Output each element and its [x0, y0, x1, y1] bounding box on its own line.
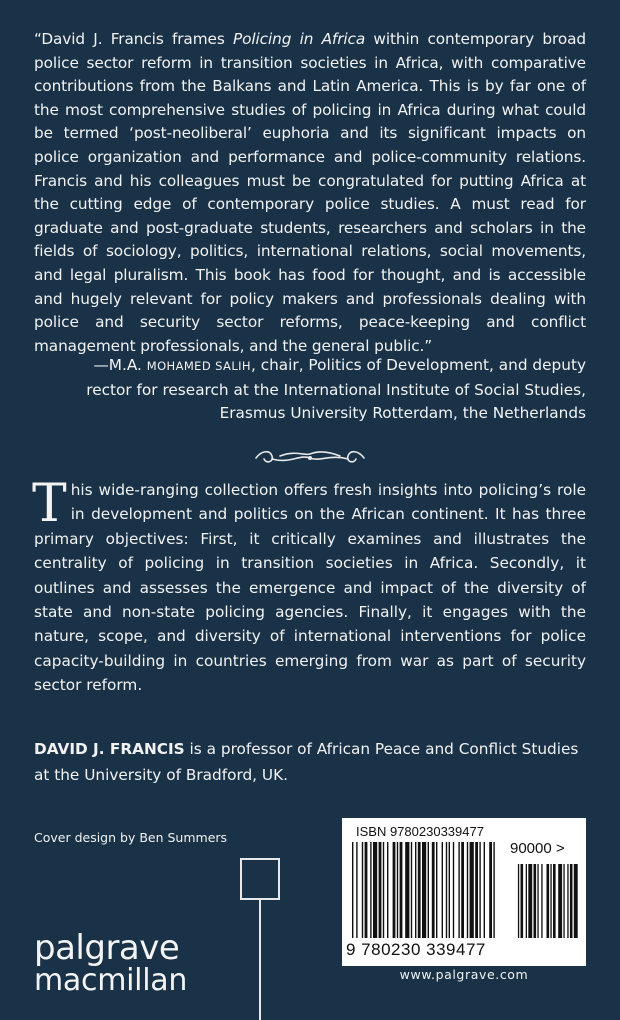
book-description	[32, 474, 586, 698]
endorsement-quote	[34, 28, 586, 358]
cover-credit: Cover design by Ben Summers	[34, 830, 228, 845]
endorsement-attribution	[66, 354, 586, 426]
addon-bar	[528, 864, 532, 938]
barcode-bar	[352, 842, 353, 938]
barcode-bar	[393, 842, 396, 938]
barcode-bar	[489, 842, 492, 938]
addon-bar	[518, 864, 519, 938]
barcode-bar	[418, 842, 421, 938]
barcode-bar	[493, 842, 494, 938]
barcode-bar	[467, 842, 468, 938]
barcode-bar	[387, 842, 388, 938]
barcode-bar	[436, 842, 437, 938]
barcode-bar	[400, 842, 403, 938]
endorser-name: MOHAMED SALIH	[146, 359, 251, 373]
book-title: Policing in Africa	[232, 30, 366, 48]
barcode-bar	[453, 842, 454, 938]
addon-bar	[534, 864, 537, 938]
barcode-bar	[373, 842, 377, 938]
addon-bar	[541, 864, 542, 938]
addon-bar	[537, 864, 538, 938]
author-bio-text: is a professor of African Peace and Conflict Studies at the University of Bradford, UK.	[34, 740, 579, 784]
addon-bar	[547, 864, 550, 938]
barcode-bar	[379, 842, 382, 938]
quote-text-start: “David J. Francis frames	[34, 30, 233, 48]
attribution-dash: —M.A.	[93, 356, 147, 374]
drop-cap: T	[32, 474, 67, 534]
author-name: DAVID J. FRANCIS	[34, 740, 185, 758]
addon-bar	[558, 864, 562, 938]
barcode-bar	[362, 842, 363, 938]
publisher-name-line2: macmillan	[34, 963, 188, 998]
endorser-role: , chair, Politics of Development, and deputy	[250, 356, 586, 374]
barcode-bar	[370, 842, 371, 938]
addon-bar	[570, 864, 573, 938]
price-code: 90000 >	[510, 840, 565, 857]
scroll-ornament-icon	[250, 446, 370, 470]
barcode-bar	[449, 842, 450, 938]
barcode-bar	[415, 842, 416, 938]
barcode-bar	[411, 842, 412, 938]
barcode-bar	[442, 842, 443, 938]
barcode-bar	[383, 842, 384, 938]
barcode-bar	[397, 842, 398, 938]
barcode-bar	[484, 842, 485, 938]
isbn-label: ISBN 9780230339477	[356, 824, 484, 839]
description-text: his wide-ranging collection offers fresh insights into policing’s role in development and politics on the African continent. It has three primary objectives: First, it critically examines and illustrates the centrality of policing in transition societies in Africa. Secondly, it outlines and assesses the emergence and impact of the diversity of state and non-state policing agencies. Finally, it engages with the nature, scope, and diversity of international interventions for police capacity-building in countries emerging from war as part of security sector reform.	[34, 481, 586, 695]
endorser-location: Erasmus University Rotterdam, the Netherlands	[219, 404, 586, 423]
square-line-logo-icon	[240, 858, 280, 900]
barcode-bar	[475, 842, 478, 938]
author-bio	[34, 736, 594, 788]
publisher-url: www.palgrave.com	[399, 967, 529, 982]
barcode-bar	[432, 842, 435, 938]
quote-text-rest: within contemporary broad police sector reform in transition societies in Africa, with comparative contributions from the Balkans and Latin America. This is by far one of the most comprehensive studies of policing in Africa during what could be termed ‘post-neoliberal’ euphoria and its significant impacts on police organization and performance and police-community relations. Francis and his colleagues must be congratulated for putting Africa at the cutting edge of contemporary police studies. A must read for graduate and post-graduate students, researchers and scholars in the fields of sociology, politics, international relations, social movements, and legal pluralism. This book has food for thought, and is accessible and hugely relevant for policy makers and professionals dealing with police and security sector reforms, peace-keeping and conflict management professionals, and the general public.”	[34, 30, 586, 355]
barcode-bar	[461, 842, 464, 938]
barcode-panel	[342, 818, 586, 992]
barcode-bar	[479, 842, 480, 938]
addon-bar	[550, 864, 551, 938]
barcode-bar	[405, 842, 409, 938]
addon-bar	[563, 864, 564, 938]
publisher-name-line1: palgrave	[34, 928, 180, 968]
barcode-main	[346, 838, 582, 942]
barcode-bar	[446, 842, 447, 938]
endorser-affiliation: rector for research at the International Institute of Social Studies,	[86, 380, 586, 399]
barcode-bar	[356, 842, 357, 938]
barcode-digits: 9 780230 339477	[346, 940, 486, 959]
barcode-bar	[365, 842, 368, 938]
addon-bar	[553, 864, 556, 938]
logo-line	[259, 900, 261, 1020]
addon-bar	[574, 864, 578, 938]
barcode-bar	[422, 842, 426, 938]
addon-bar	[521, 864, 524, 938]
addon-bar	[567, 864, 568, 938]
barcode-bar	[428, 842, 429, 938]
addon-bar	[526, 864, 527, 938]
barcode-bar	[458, 842, 459, 938]
barcode-bar	[470, 842, 474, 938]
